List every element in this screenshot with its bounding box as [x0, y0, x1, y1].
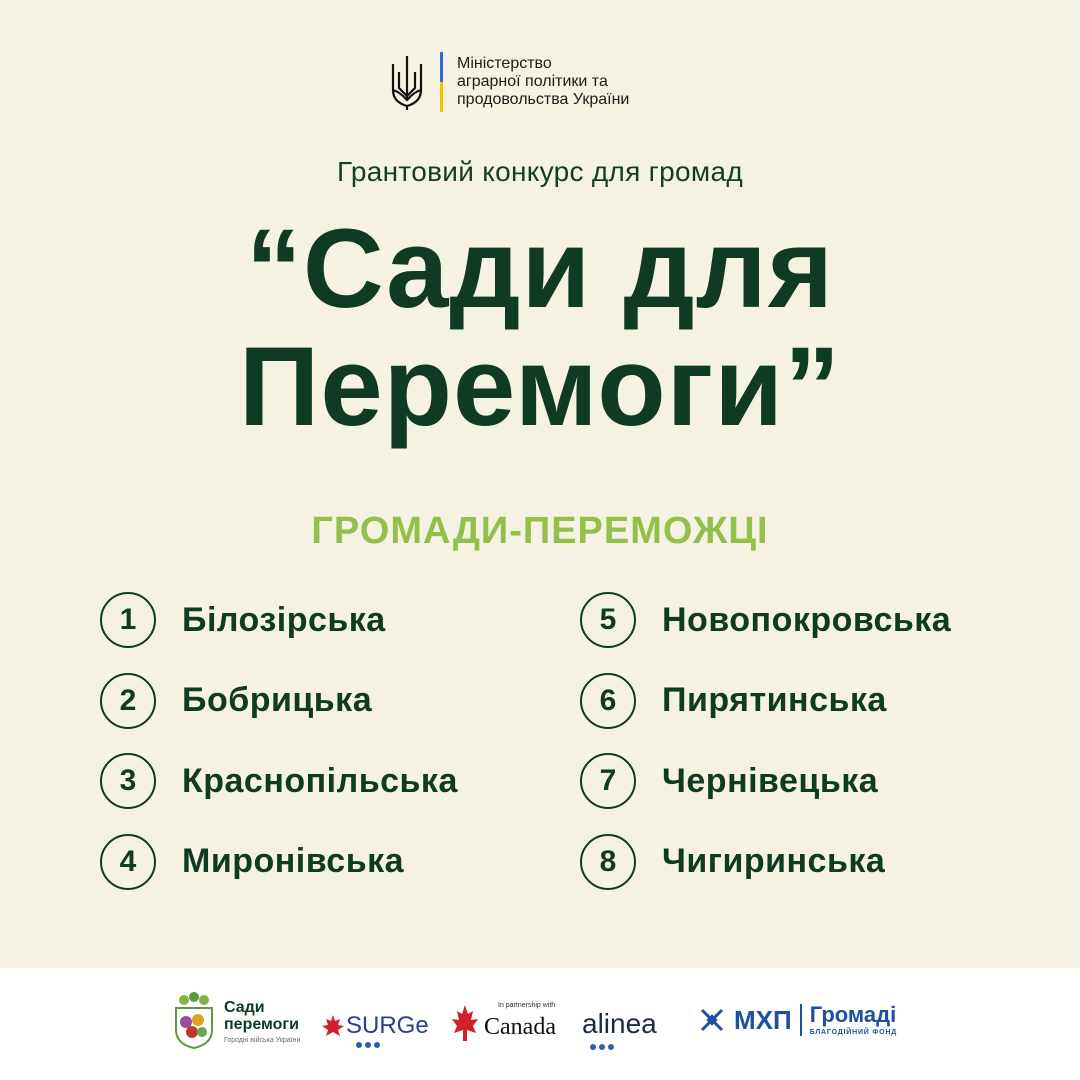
- community-name: Новопокровська: [662, 600, 952, 639]
- number-badge: 5: [580, 592, 636, 648]
- number-badge: 8: [580, 834, 636, 890]
- canada-logo: [450, 998, 570, 1048]
- number-badge: 6: [580, 673, 636, 729]
- ministry-line-3: продовольства України: [457, 91, 630, 108]
- hromadi-subtitle: БЛАГОДІЙНИЙ ФОНД: [809, 1029, 898, 1036]
- sady-tagline: Городні війська України: [224, 1036, 301, 1044]
- logo-divider: [800, 1004, 802, 1036]
- number-badge: 2: [100, 673, 156, 729]
- mhp-text: МХП: [734, 1004, 792, 1035]
- community-name: Миронівська: [182, 842, 405, 880]
- list-item: [580, 590, 951, 650]
- alinea-dots-icon: [590, 1044, 614, 1050]
- maple-leaf-icon: [450, 1003, 480, 1043]
- trident-icon: [388, 52, 426, 112]
- surge-dots-icon: [356, 1042, 380, 1048]
- surge-logo: [320, 1012, 429, 1040]
- number-badge: 3: [100, 753, 156, 809]
- community-name: Білозірська: [182, 600, 386, 639]
- title-line-1: “Сади для: [245, 206, 835, 331]
- garden-shield-icon: [172, 992, 216, 1050]
- ukraine-flag-bar: [440, 52, 443, 112]
- community-name: Чигиринська: [662, 842, 886, 880]
- maple-leaf-icon: [320, 1014, 346, 1038]
- community-name: Бобрицька: [182, 681, 373, 719]
- number-badge: 4: [100, 834, 156, 890]
- surge-text: SURGe: [346, 1012, 429, 1039]
- number-badge: 7: [580, 753, 636, 809]
- winners-column-left: [100, 590, 458, 912]
- alinea-text: alinea: [582, 1008, 657, 1039]
- sady-line-2: перемоги: [224, 1015, 299, 1033]
- ministry-name: [457, 55, 629, 109]
- section-title: ГРОМАДИ-ПЕРЕМОЖЦІ: [311, 510, 769, 552]
- community-name: Пирятинська: [662, 681, 887, 719]
- page-title: [0, 206, 1080, 449]
- alinea-logo: [582, 1008, 657, 1040]
- list-item: [580, 671, 951, 731]
- title-line-2: Перемоги”: [238, 324, 842, 449]
- list-item: [100, 590, 458, 650]
- mhp-hromadi-logo: [698, 1004, 897, 1036]
- subtitle: Грантовий конкурс для громад: [337, 156, 743, 187]
- community-name: Краснопільська: [182, 761, 458, 800]
- list-item: [100, 751, 458, 811]
- community-name: Чернівецька: [662, 761, 879, 800]
- partners-footer: [0, 968, 1080, 1080]
- list-item: [580, 832, 951, 892]
- winners-column-right: [580, 590, 951, 912]
- ministry-header: [388, 52, 629, 112]
- number-badge: 1: [100, 592, 156, 648]
- hromadi-text: Громаді: [809, 1002, 897, 1027]
- list-item: [100, 671, 458, 731]
- list-item: [100, 832, 458, 892]
- ministry-line-1: Міністерство: [457, 55, 552, 72]
- sady-line-1: Сади: [224, 998, 265, 1016]
- list-item: [580, 751, 951, 811]
- windmill-icon: [698, 1006, 726, 1034]
- canada-wordmark: Canada: [484, 1014, 556, 1040]
- sady-peremohy-logo: [172, 992, 300, 1050]
- ministry-line-2: аграрної політики та: [457, 73, 608, 90]
- canada-partnership-text: In partnership with: [498, 1002, 556, 1009]
